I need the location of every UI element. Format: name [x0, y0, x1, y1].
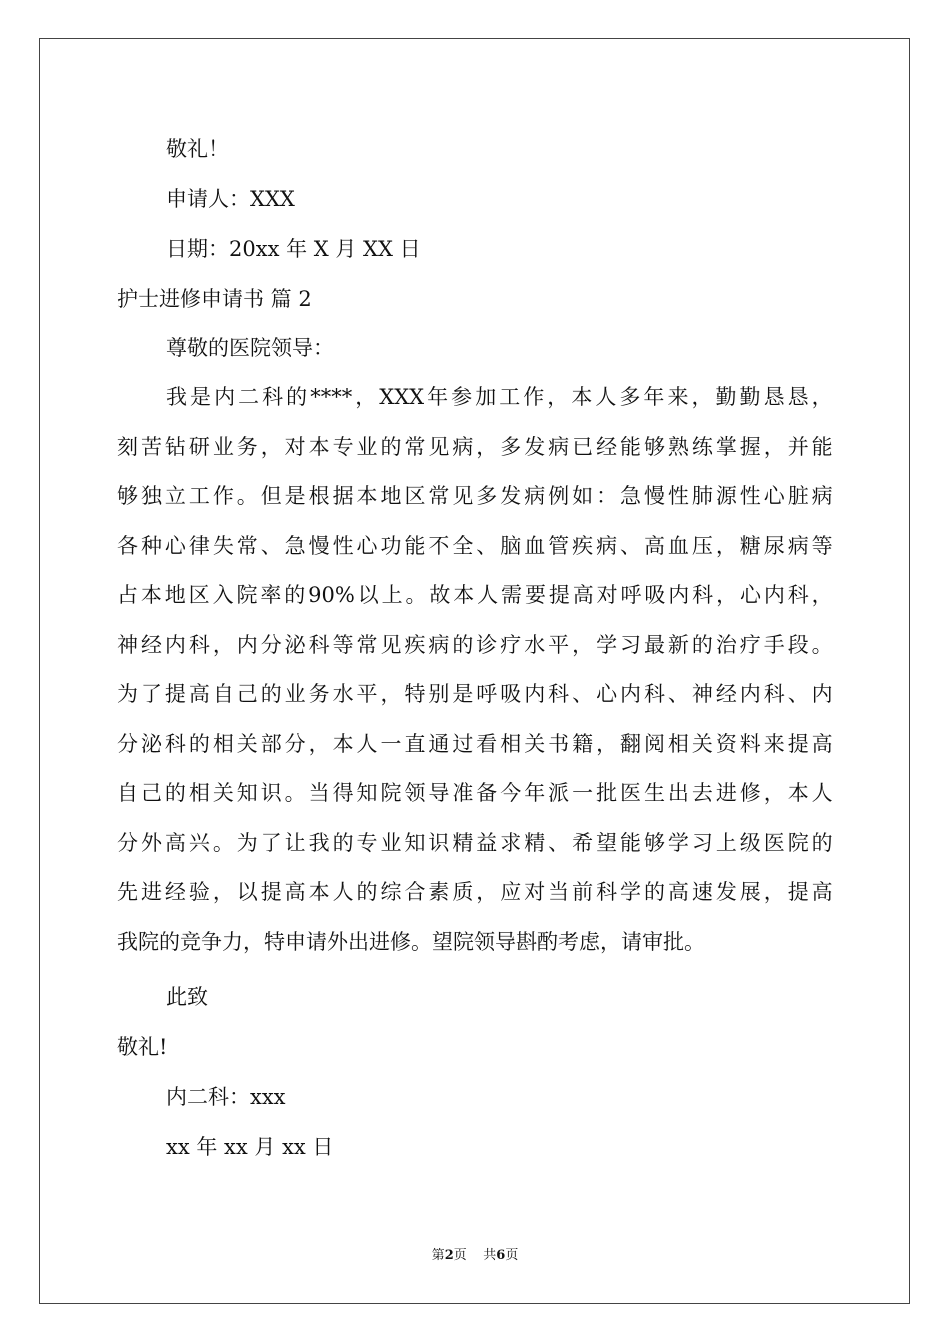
- current-page: 2: [444, 1248, 454, 1263]
- body-line: 先 进 经 验 ， 以 提 高 本 人 的 综 合 素 质 ， 应 对 当 前 科 学 的 高 速 发 展 ， 提 高: [117, 880, 833, 904]
- body-line: 占 本 地 区 入 院 率 的 90% 以 上 。 故 本 人 需 要 提 高 对 呼 吸 内 科 ， 心 内 科 ，: [117, 583, 833, 607]
- salutation-top: 敬礼！: [166, 137, 229, 161]
- date-line: 日期：20xx 年 X 月 XX 日: [166, 237, 421, 261]
- body-line: 为 了 提 高 自 己 的 业 务 水 平 ， 特 别 是 呼 吸 内 科 、 心 内 科 、 神 经 内 科 、 内: [117, 682, 833, 706]
- page-suffix: 页: [505, 1248, 519, 1263]
- total-pages: 6: [496, 1248, 506, 1263]
- body-line: 分 外 高 兴 。 为 了 让 我 的 专 业 知 识 精 益 求 精 、 希 望 能 够 学 习 上 级 医 院 的: [117, 830, 833, 855]
- body-line: 我 是 内 二 科 的 **** ， XXX 年 参 加 工 作 ， 本 人 多 年 来 ， 勤 勤 恳 恳 ，: [166, 385, 833, 409]
- body-line: 我院的竞争力，特申请外出进修。望院领导斟酌考虑，请审批。: [117, 929, 705, 954]
- body-line: 各 种 心 律 失 常 、 急 慢 性 心 功 能 不 全 、 脑 血 管 疾 病 、 高 血 压 ， 糖 尿 病 等: [117, 533, 833, 558]
- page-mid: 页 共: [453, 1248, 497, 1263]
- applicant-line: 申请人：XXX: [166, 187, 295, 211]
- closing-jing-li: 敬礼!: [117, 1035, 168, 1059]
- body-line: 神 经 内 科 ， 内 分 泌 科 等 常 见 疾 病 的 诊 疗 水 平 ， 学 习 最 新 的 治 疗 手 段 。: [117, 632, 833, 657]
- page-prefix: 第: [431, 1248, 445, 1263]
- page-footer: [0, 1247, 950, 1265]
- body-line: 刻 苦 钻 研 业 务 ， 对 本 专 业 的 常 见 病 ， 多 发 病 已 经 能 够 熟 练 掌 握 ， 并 能: [117, 434, 833, 459]
- closing-ci-zhi: 此致: [166, 985, 208, 1009]
- body-line: 分 泌 科 的 相 关 部 分 ， 本 人 一 直 通 过 看 相 关 书 籍 ， 翻 阅 相 关 资 料 来 提 高: [117, 731, 833, 756]
- body-paragraph: [117, 383, 833, 977]
- body-line: 自 己 的 相 关 知 识 。 当 得 知 院 领 导 准 备 今 年 派 一 批 医 生 出 去 进 修 ， 本 人: [117, 781, 833, 805]
- signature: 内二科：xxx: [166, 1085, 286, 1109]
- section-title: 护士进修申请书 篇 2: [117, 287, 312, 311]
- greeting: 尊敬的医院领导：: [166, 336, 334, 360]
- signature-date: xx 年 xx 月 xx 日: [166, 1135, 334, 1159]
- body-line: 够 独 立 工 作 。 但 是 根 据 本 地 区 常 见 多 发 病 例 如 ： 急 慢 性 肺 源 性 心 脏 病: [117, 484, 833, 508]
